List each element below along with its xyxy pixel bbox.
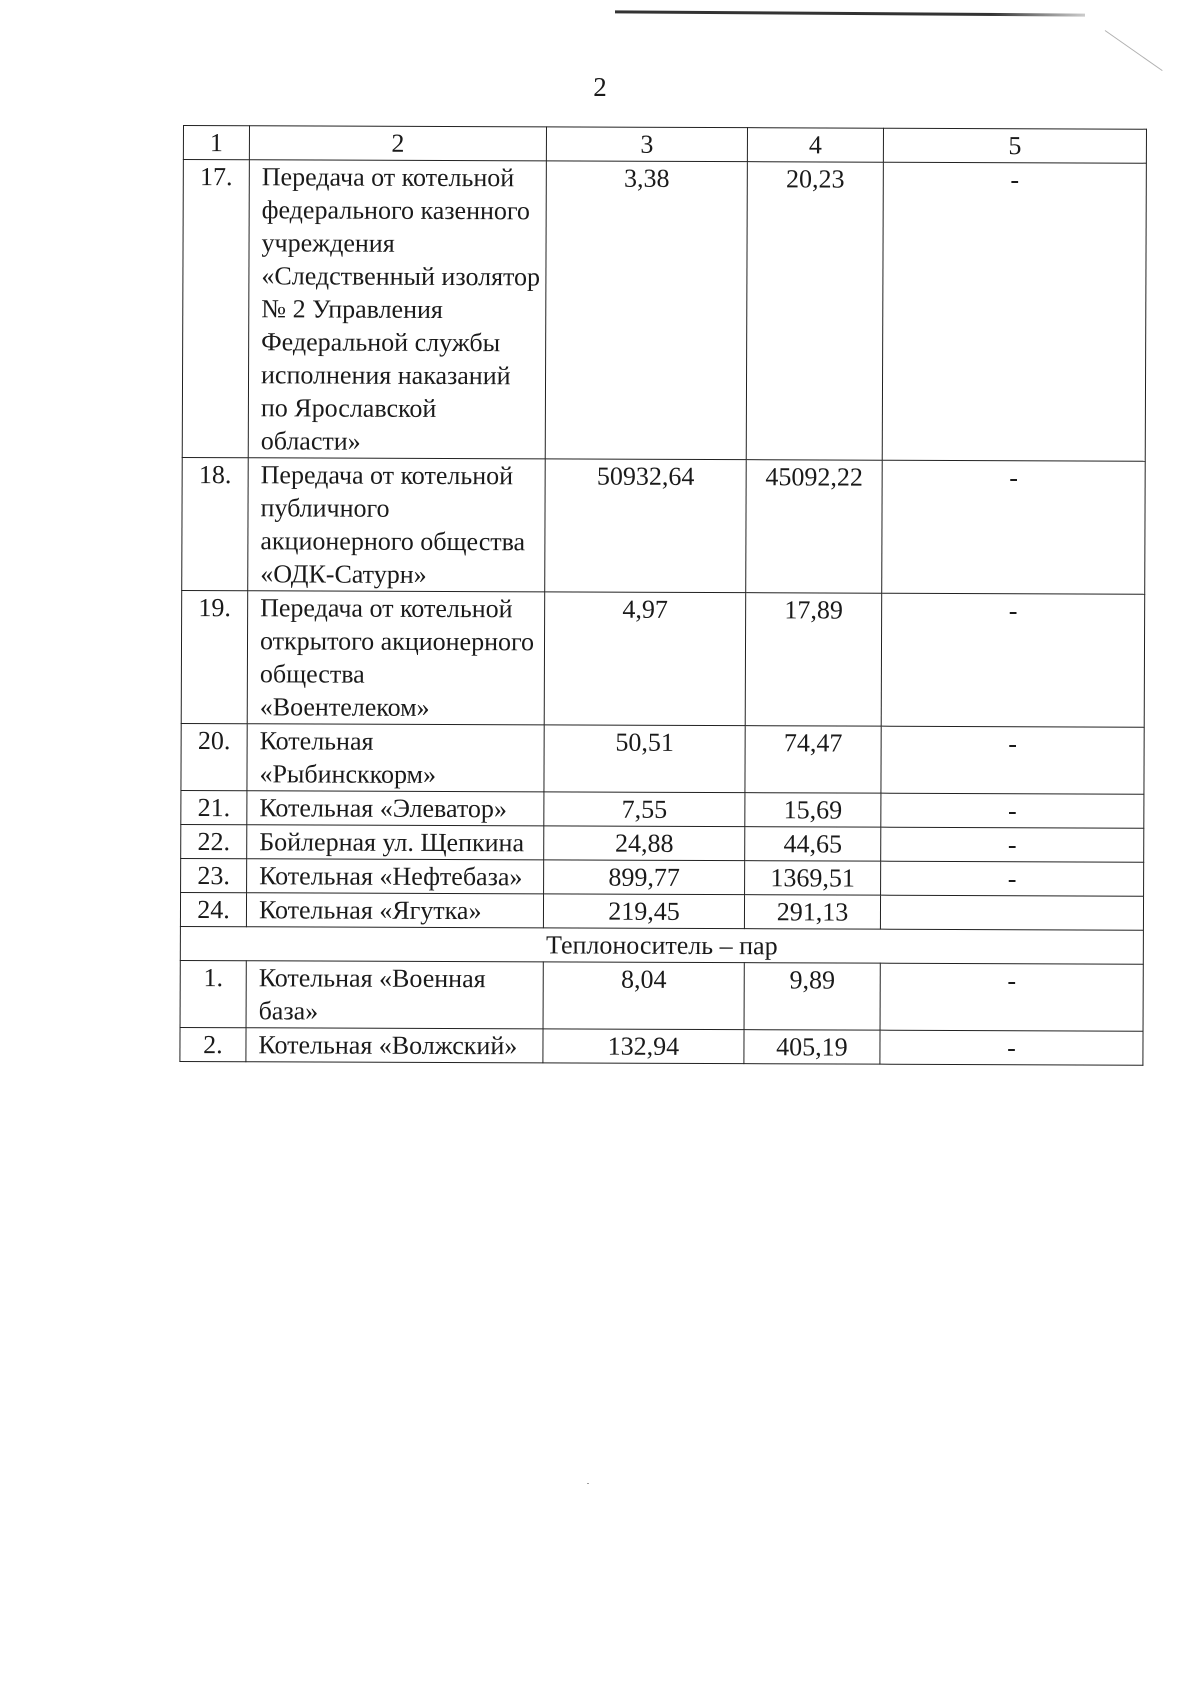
scan-artifact-dot bbox=[587, 1483, 589, 1484]
header-cell: 2 bbox=[249, 126, 546, 161]
row-col3: 50,51 bbox=[544, 725, 745, 793]
table-row bbox=[182, 160, 1146, 462]
row-name: Передача от котельной федерального казенного учреждения «Следственный изолятор № 2 Управления Федеральной службы исполнения наказаний по Ярославской области» bbox=[248, 160, 546, 459]
row-col3: 4,97 bbox=[544, 592, 746, 726]
row-name: Передача от котельной публичного акционерного общества «ОДК-Сатурн» bbox=[248, 458, 546, 592]
row-name: Бойлерная ул. Щепкина bbox=[247, 825, 544, 860]
row-name: Котельная «Рыбинсккорм» bbox=[247, 724, 544, 792]
table-row bbox=[181, 858, 1144, 896]
row-number: 23. bbox=[181, 858, 247, 892]
row-col5: - bbox=[882, 460, 1146, 594]
table-row bbox=[181, 790, 1144, 828]
row-number: 24. bbox=[180, 892, 246, 926]
row-col4: 15,69 bbox=[745, 793, 881, 828]
row-col3: 50932,64 bbox=[545, 459, 747, 593]
row-col3: 7,55 bbox=[544, 792, 745, 827]
row-col5: - bbox=[882, 162, 1146, 461]
row-number: 18. bbox=[182, 457, 249, 590]
scan-artifact-mark bbox=[1105, 30, 1163, 71]
table-row bbox=[182, 457, 1146, 594]
row-name: Котельная «Нефтебаза» bbox=[247, 859, 544, 894]
row-col3: 132,94 bbox=[543, 1029, 744, 1064]
row-number: 20. bbox=[181, 723, 247, 790]
header-cell: 4 bbox=[747, 128, 883, 163]
row-col5: - bbox=[880, 963, 1143, 1031]
row-col5: - bbox=[880, 1030, 1143, 1065]
row-col3: 24,88 bbox=[544, 826, 745, 861]
row-name: Передача от котельной открытого акционерного общества «Воентелеком» bbox=[247, 591, 545, 725]
row-col4: 44,65 bbox=[745, 827, 881, 862]
header-cell: 1 bbox=[183, 126, 249, 160]
page-number: 2 bbox=[593, 72, 607, 102]
row-number: 21. bbox=[181, 790, 247, 824]
table-row bbox=[181, 723, 1144, 794]
row-name: Котельная «Ягутка» bbox=[246, 893, 543, 928]
table-header-row bbox=[183, 126, 1146, 164]
row-col4: 1369,51 bbox=[745, 861, 881, 896]
section-row bbox=[180, 926, 1143, 964]
row-col5: - bbox=[881, 827, 1144, 862]
data-table bbox=[179, 125, 1147, 1066]
row-number: 19. bbox=[181, 590, 248, 723]
section-title: Теплоноситель – пар bbox=[180, 926, 1143, 964]
row-col4: 9,89 bbox=[744, 963, 880, 1031]
row-col3: 219,45 bbox=[543, 894, 744, 929]
row-name: Котельная «Элеватор» bbox=[247, 791, 544, 826]
row-col3: 899,77 bbox=[544, 860, 745, 895]
row-col3: 8,04 bbox=[543, 962, 744, 1030]
scan-artifact-line bbox=[615, 10, 1085, 16]
row-number: 22. bbox=[181, 824, 247, 858]
row-col4: 74,47 bbox=[745, 726, 881, 794]
row-col4: 405,19 bbox=[744, 1030, 880, 1065]
table-row bbox=[180, 892, 1143, 930]
row-col5: - bbox=[881, 793, 1144, 828]
header-cell: 5 bbox=[883, 128, 1146, 163]
row-col4: 291,13 bbox=[744, 895, 880, 930]
table-row bbox=[181, 824, 1144, 862]
table-row bbox=[180, 960, 1143, 1031]
row-col4: 17,89 bbox=[745, 593, 882, 727]
row-number: 17. bbox=[182, 160, 249, 458]
header-cell: 3 bbox=[546, 127, 747, 162]
row-number: 1. bbox=[180, 960, 246, 1027]
row-name: Котельная «Военная база» bbox=[246, 961, 543, 1029]
row-name: Котельная «Волжский» bbox=[246, 1028, 543, 1063]
row-col5 bbox=[880, 895, 1143, 930]
row-col5: - bbox=[881, 861, 1144, 896]
row-col5: - bbox=[881, 726, 1144, 794]
row-col5: - bbox=[881, 593, 1145, 727]
row-col3: 3,38 bbox=[545, 161, 747, 460]
row-col4: 20,23 bbox=[746, 162, 883, 461]
row-number: 2. bbox=[180, 1027, 246, 1061]
table-row bbox=[180, 1027, 1143, 1065]
row-col4: 45092,22 bbox=[746, 460, 883, 594]
table-row bbox=[181, 590, 1145, 727]
